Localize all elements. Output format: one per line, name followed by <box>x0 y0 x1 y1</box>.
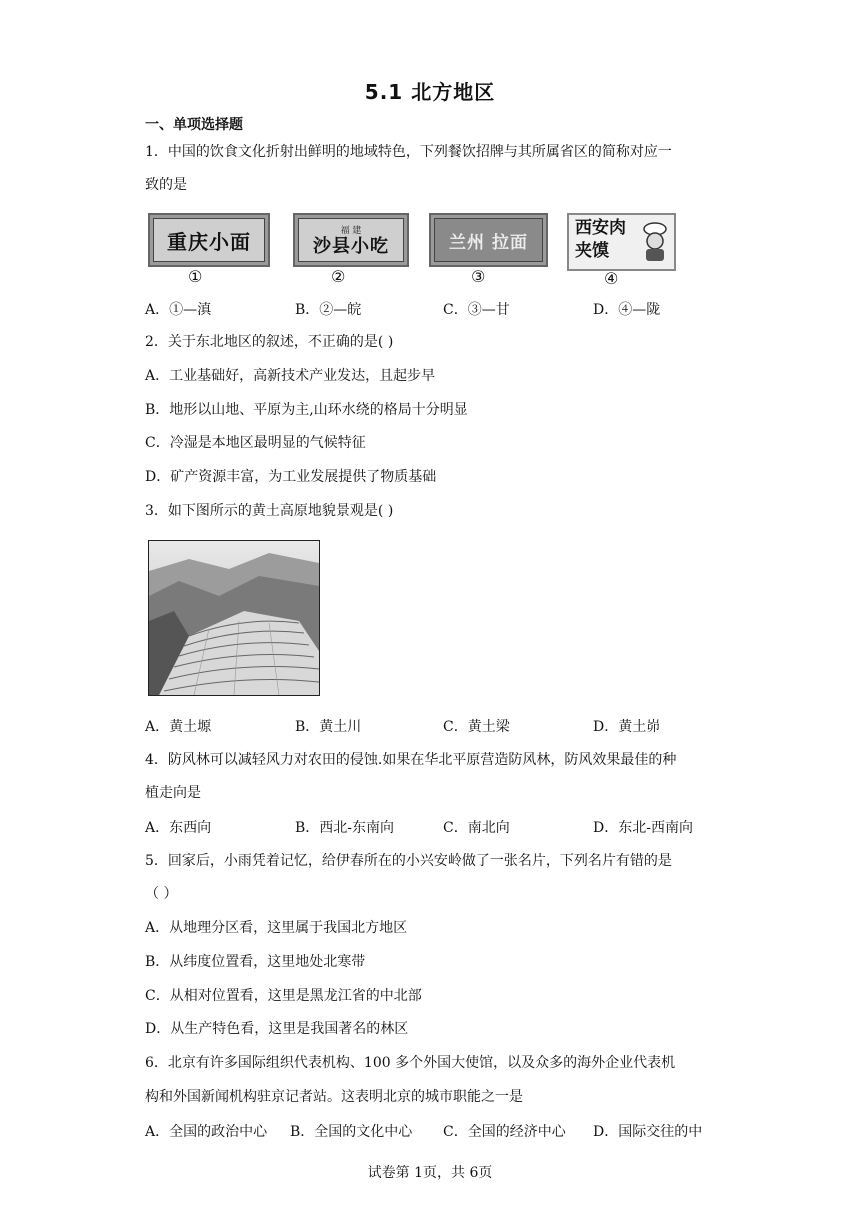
sign-number: ① <box>188 267 203 286</box>
sign-number: ④ <box>604 269 619 288</box>
q2-option-d[interactable]: D．矿产资源丰富，为工业发展提供了物质基础 <box>145 469 437 485</box>
q1-options <box>145 299 725 319</box>
q2-stem: 2．关于东北地区的叙述，不正确的是( ) <box>145 334 394 350</box>
q3-stem: 3．如下图所示的黄土高原地貌景观是( ) <box>145 503 394 519</box>
q2-option-b[interactable]: B．地形以山地、平原为主,山环水绕的格局十分明显 <box>145 402 468 418</box>
sign-text: 重庆小面 <box>167 229 251 254</box>
chef-icon <box>640 221 670 263</box>
sign-text: 沙县小吃 <box>313 236 389 257</box>
page-footer: 试卷第 1页，共 6页 <box>367 1165 493 1181</box>
q4-option-d[interactable]: D．东北-西南向 <box>593 820 693 836</box>
q3-option-d[interactable]: D．黄土峁 <box>593 719 661 735</box>
q6-options <box>145 1121 725 1141</box>
restaurant-signs <box>148 213 688 288</box>
q4-stem-line1: 4．防风林可以减轻风力对农田的侵蚀.如果在华北平原营造防风林，防风效果最佳的种 <box>145 752 677 768</box>
q5-option-b[interactable]: B．从纬度位置看，这里地处北寒带 <box>145 954 366 970</box>
q6-stem-line1: 6．北京有许多国际组织代表机构、100 多个外国大使馆，以及众多的海外企业代表机 <box>145 1055 676 1071</box>
sign-number: ③ <box>471 267 486 286</box>
q1-stem-line2: 致的是 <box>145 177 187 193</box>
q6-option-d[interactable]: D．国际交往的中 <box>593 1124 703 1140</box>
q1-option-c[interactable]: C．③—甘 <box>443 302 510 318</box>
sign-shaxian <box>293 213 409 267</box>
q4-options <box>145 817 725 837</box>
q5-stem-line1: 5．回家后，小雨凭着记忆，给伊春所在的小兴安岭做了一张名片，下列名片有错的是 <box>145 853 672 869</box>
q5-option-d[interactable]: D．从生产特色看，这里是我国著名的林区 <box>145 1021 409 1037</box>
q5-option-a[interactable]: A．从地理分区看，这里属于我国北方地区 <box>145 920 408 936</box>
q3-option-c[interactable]: C．黄土梁 <box>443 719 510 735</box>
q6-stem-line2: 构和外国新闻机构驻京记者站。这表明北京的城市职能之一是 <box>145 1089 523 1105</box>
section-heading: 一、单项选择题 <box>145 117 243 133</box>
sign-text: 西安肉夹馍 <box>575 218 626 261</box>
q2-option-c[interactable]: C．冷湿是本地区最明显的气候特征 <box>145 435 366 451</box>
q6-option-a[interactable]: A．全国的政治中心 <box>145 1124 268 1140</box>
q4-option-c[interactable]: C．南北向 <box>443 820 510 836</box>
sign-xian <box>567 213 676 271</box>
sign-text: 兰州 拉面 <box>449 232 528 253</box>
q5-stem-line2: （ ） <box>145 886 178 902</box>
q1-option-a[interactable]: A．①—滇 <box>145 302 212 318</box>
page-title: 5.1 北方地区 <box>364 80 496 104</box>
q3-option-a[interactable]: A．黄土塬 <box>145 719 212 735</box>
q4-stem-line2: 植走向是 <box>145 785 201 801</box>
sign-lanzhou <box>429 213 548 267</box>
q6-option-b[interactable]: B．全国的文化中心 <box>290 1124 413 1140</box>
loess-landform-photo <box>148 540 320 696</box>
sign-chongqing <box>148 213 270 267</box>
q4-option-a[interactable]: A．东西向 <box>145 820 212 836</box>
sign-subtext: 福 建 <box>340 226 362 236</box>
q2-option-a[interactable]: A．工业基础好，高新技术产业发达，且起步早 <box>145 368 436 384</box>
q6-option-c[interactable]: C．全国的经济中心 <box>443 1124 566 1140</box>
q4-option-b[interactable]: B．西北-东南向 <box>295 820 395 836</box>
q1-stem-line1: 1．中国的饮食文化折射出鲜明的地域特色，下列餐饮招牌与其所属省区的简称对应一 <box>145 144 672 160</box>
q3-option-b[interactable]: B．黄土川 <box>295 719 362 735</box>
sign-number: ② <box>331 267 346 286</box>
q3-options <box>145 716 725 736</box>
q1-option-b[interactable]: B．②—皖 <box>295 302 362 318</box>
q5-option-c[interactable]: C．从相对位置看，这里是黑龙江省的中北部 <box>145 988 422 1004</box>
q1-option-d[interactable]: D．④—陇 <box>593 302 661 318</box>
